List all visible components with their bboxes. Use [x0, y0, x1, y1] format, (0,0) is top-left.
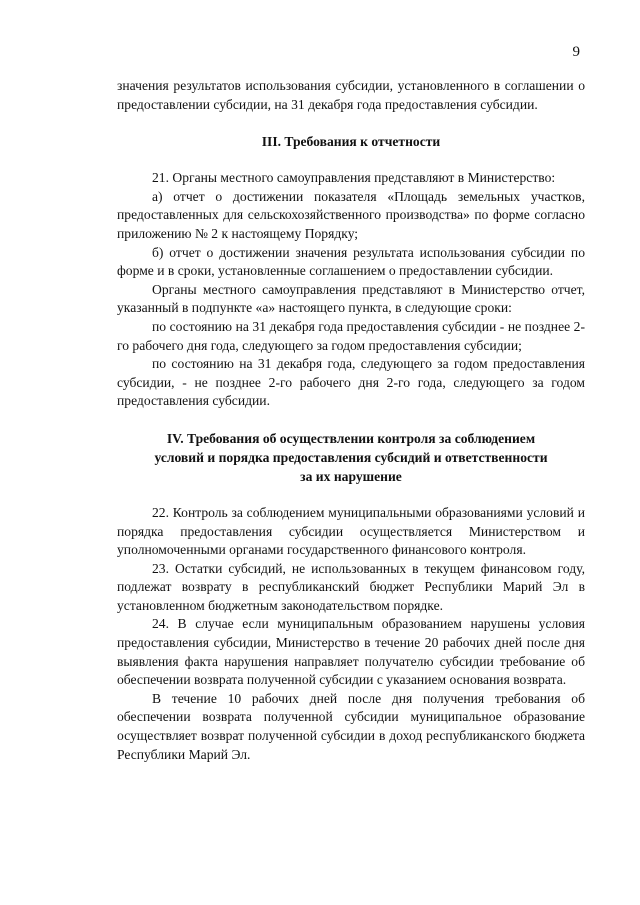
paragraph-23: 23. Остатки субсидий, не использованных в текущем финансовом году, подлежат возврату в республиканский бюджет Республики Марий Эл в установленном бюджетным законодательством порядке. [117, 560, 585, 613]
paragraph-22: 22. Контроль за соблюдением муниципальными образованиями условий и порядка предоставления субсидии осуществляется Министерством и уполномоченными органами государственного финансового контроля. [117, 504, 585, 558]
paragraph-21-term-1: по состоянию на 31 декабря года предоставления субсидии - не позднее 2-го рабочего дня года, следующего за годом предоставления субсидии; [117, 318, 585, 353]
paragraph-21-b: б) отчет о достижении значения результата использования субсидии по форме и в сроки, установленные соглашением о предоставлении субсидии. [117, 244, 585, 279]
paragraph-24: 24. В случае если муниципальным образованием нарушены условия предоставления субсидии, Министерство в течение 20 рабочих дней после дня выявления факта нарушения направляет получателю субсидии требование об обеспечении возврата полученной субсидии с указанием основания возврата. [117, 616, 585, 688]
section-4-heading-line: условий и порядка предоставления субсидий и ответственности [154, 449, 548, 465]
section-4-heading [117, 429, 585, 486]
document-body [117, 77, 585, 764]
paragraph-continuation: значения результатов использования субсидии, установленного в соглашении о предоставлении субсидии, на 31 декабря года предоставления субсидии. [117, 78, 585, 112]
paragraph-21-report-terms: Органы местного самоуправления представляют в Министерство отчет, указанный в подпункте «а» настоящего пункта, в следующие сроки: [117, 281, 585, 316]
section-3-heading: III. Требования к отчетности [261, 134, 441, 150]
paragraph-21-term-2: по состоянию на 31 декабря года, следующего за годом предоставления субсидии, - не позднее 2-го рабочего дня 2-го года, следующего за годом предоставления субсидии. [117, 356, 585, 409]
paragraph-21-a: а) отчет о достижении показателя «Площадь земельных участков, предоставленных для сельскохозяйственного производства» по форме согласно приложению № 2 к настоящему Порядку; [117, 188, 585, 241]
page-number: 9 [572, 44, 580, 60]
paragraph-21: 21. Органы местного самоуправления представляют в Министерство: [152, 170, 556, 186]
section-4-heading-line: за их нарушение [300, 468, 402, 484]
section-4-heading-line: IV. Требования об осуществлении контроля за соблюдением [166, 430, 536, 446]
paragraph-24-return: В течение 10 рабочих дней после дня получения требования об обеспечении возврата полученной субсидии муниципальное образование осуществляет возврат полученной субсидии в доход республиканского бюджета Республики Марий Эл. [117, 690, 585, 762]
